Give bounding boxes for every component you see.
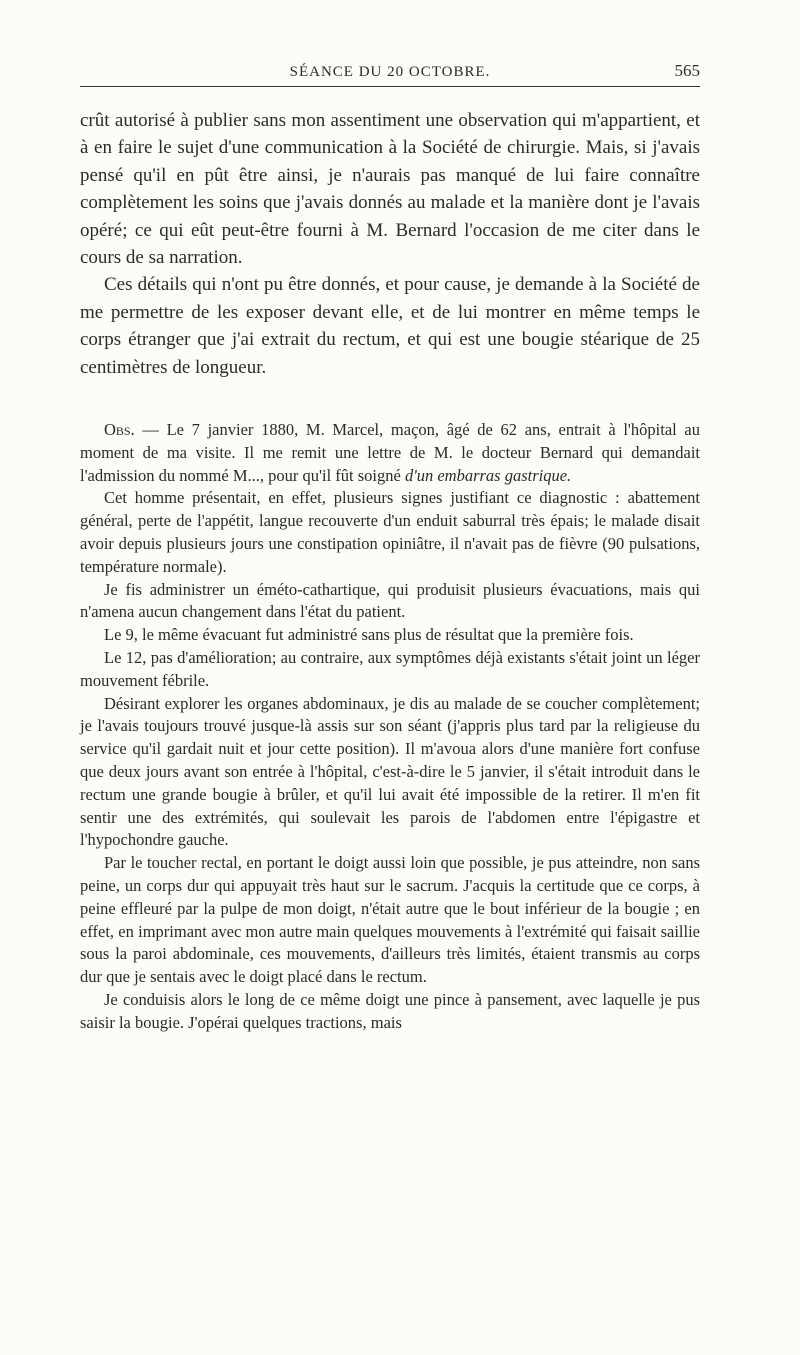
observation-paragraph-3: Je fis administrer un éméto-cathartique, qui produisit plusieurs évacuations, mais qui n'amena aucun changement dans l'état du patient. <box>80 579 700 622</box>
intro-paragraph-2: Ces détails qui n'ont pu être donnés, et pour cause, je demande à la Société de me permettre de les exposer devant elle, et de lui montrer en même temps le corps étranger que j'ai extrait du rectum, et qui est une bougie stéarique de 25 centimètres de longueur. <box>80 274 700 378</box>
book-page <box>80 58 700 1035</box>
observation-paragraph-4: Le 9, le même évacuant fut administré sans plus de résultat que la première fois. <box>104 625 634 645</box>
observation-paragraph-1 <box>80 419 700 487</box>
observation-section <box>80 419 700 1035</box>
observation-paragraph-6: Désirant explorer les organes abdominaux, je dis au malade de se coucher complètement; je l'avais toujours trouvé jusque-là assis sur son séant (j'appris plus tard par la religieuse du service qu'il gardait nuit et jour cette position). Il m'avoua alors d'une manière fort confuse que deux jours avant son entrée à l'hôpital, c'est-à-dire le 5 janvier, il s'était introduit dans le rectum une grande bougie à brûler, et qu'il lui avait été impossible de la retirer. Il m'en fit sentir une des extrémités, qui soulevait les parois de l'abdomen entre l'épigastre et l'hypochondre gauche. <box>80 693 700 850</box>
running-head-title: SÉANCE DU 20 OCTOBRE. <box>289 64 491 80</box>
intro-paragraph-1: crût autorisé à publier sans mon assentiment une observation qui m'appartient, et à en faire le sujet d'une communication à la Société de chirurgie. Mais, si j'avais pensé qu'il en pût être ainsi, je n'aurais pas manqué de lui faire connaître complètement les soins que j'avais donnés au malade et la manière dont je l'avais opéré; ce qui eût peut-être fourni à M. Bernard l'occasion de me citer dans le cours de sa narration. <box>80 110 700 269</box>
observation-label: Obs. <box>104 420 135 440</box>
observation-p1-text: — Le 7 janvier 1880, M. Marcel, maçon, âgé de 62 ans, entrait à l'hôpital au moment de ma visite. Il me remit une lettre de M. le docteur Bernard qui demandait l'admission du nommé M..., pour qu'il fût soigné <box>80 420 700 485</box>
observation-p1-italic: d'un embarras gastrique. <box>404 465 572 485</box>
running-head <box>80 58 700 87</box>
observation-paragraph-5: Le 12, pas d'amélioration; au contraire, aux symptômes déjà existants s'était joint un léger mouvement fébrile. <box>80 648 700 690</box>
observation-paragraph-2: Cet homme présentait, en effet, plusieurs signes justifiant ce diagnostic : abattement général, perte de l'appétit, langue recouverte d'un enduit saburral très épais; le malade disait avoir depuis plusieurs jours une constipation opiniâtre, il n'avait pas de fièvre (90 pulsations, température normale). <box>80 488 700 576</box>
observation-paragraph-8: Je conduisis alors le long de ce même doigt une pince à pansement, avec laquelle je pus saisir la bougie. J'opérai quelques tractions, mais <box>80 989 700 1032</box>
intro-section <box>80 107 700 381</box>
page-number: 565 <box>674 61 700 80</box>
observation-paragraph-7: Par le toucher rectal, en portant le doigt aussi loin que possible, je pus atteindre, non sans peine, un corps dur qui appuyait très haut sur le sacrum. J'acquis la certitude que ce corps, à peine effleuré par la pulpe de mon doigt, n'était autre que le bout inférieur de la bougie ; en effet, en imprimant avec mon autre main quelques mouvements à l'extrémité qui faisait saillie sous la paroi abdominale, ces mouvements, d'ailleurs très limités, étaient transmis au corps dur que je sentais avec le doigt placé dans le rectum. <box>80 853 700 987</box>
